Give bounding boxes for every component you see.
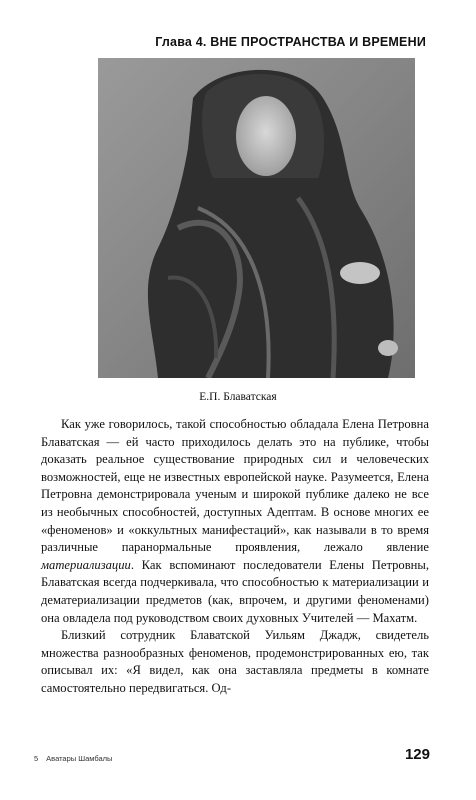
paragraph: Близкий сотрудник Блаватской Уильям Джадж, свидетель множества разнообразных феноменов, продемонстрированных ею, так описывал их: «Я видел, как она заставляла предметы в комнате самостоятельно передвигаться. Од- bbox=[41, 628, 429, 695]
paragraph: Как уже говорилось, такой способностью обладала Елена Петровна Блаватская — ей часто приходилось делать это на публике, чтобы доказать реальное существование природных сил и человеческих возможностей, еще не известных европейской науке. Разумеется, Елена Петровна демонстрировала ученым и широкой публике далеко не все из необычных способностей, доступных Адептам. В основе многих ее «феноменов» и «оккультных манифестаций», как называли в то время различные паранормальные проявления, лежало явление материализации. Как вспоминают последователи Елены Петровны, Блаватская всегда подчеркивала, что способностью к материализации и дематериализации предметов (как, впрочем, и другими феноменами) она овладела под руководством своих духовных Учителей — Махатм. bbox=[41, 417, 429, 625]
body-text bbox=[41, 416, 429, 698]
running-header: Глава 4. ВНЕ ПРОСТРАНСТВА И ВРЕМЕНИ bbox=[155, 35, 426, 49]
portrait-photo bbox=[98, 58, 415, 378]
portrait-image bbox=[98, 58, 415, 378]
signature-number: 5 bbox=[34, 754, 39, 763]
book-title: Аватары Шамбалы bbox=[46, 754, 113, 763]
emphasized-term: материализации bbox=[41, 557, 131, 572]
page-number: 129 bbox=[404, 746, 430, 763]
figure-caption: Е.П. Блаватская bbox=[199, 391, 277, 403]
footer-signature bbox=[34, 754, 112, 763]
